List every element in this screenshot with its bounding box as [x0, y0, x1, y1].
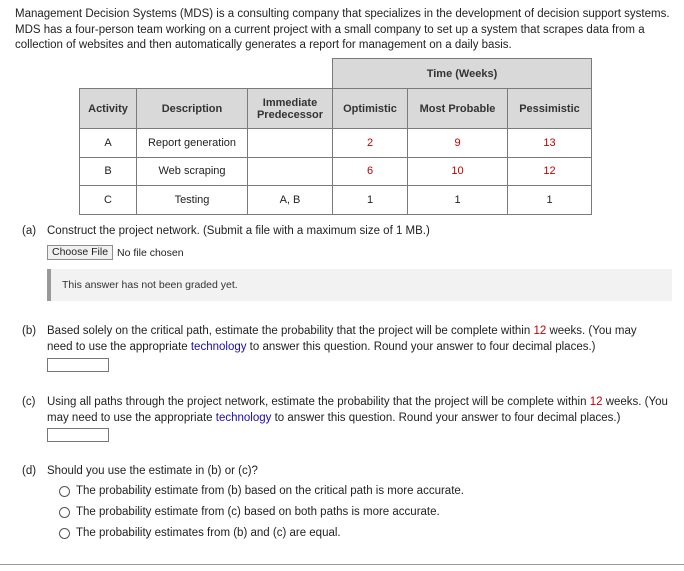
time-weeks-header: Time (Weeks)	[333, 59, 592, 89]
cell-description: Web scraping	[137, 157, 248, 186]
cell-predecessor: A, B	[248, 186, 333, 215]
cell-optimistic: 2	[333, 129, 408, 158]
cell-description: Testing	[137, 186, 248, 215]
table-row	[80, 186, 592, 215]
radio-label: The probability estimate from (c) based on both paths is more accurate.	[76, 506, 440, 518]
cell-pessimistic: 1	[508, 186, 592, 215]
choose-file-button[interactable]: Choose File	[47, 245, 113, 260]
header-activity: Activity	[80, 89, 137, 129]
answer-input-c[interactable]	[47, 428, 109, 442]
answer-input-b[interactable]	[47, 358, 109, 372]
no-file-chosen-text: No file chosen	[117, 246, 184, 259]
cell-description: Report generation	[137, 129, 248, 158]
header-predecessor: Immediate Predecessor	[248, 89, 333, 129]
part-c-text: Using all paths through the project network, estimate the probability that the project will be complete within 12 weeks. (You may need to use the appropriate technology to answer this question. Round your answer to four decimal places.)	[47, 396, 668, 424]
cell-optimistic: 1	[333, 186, 408, 215]
table-row	[80, 157, 592, 186]
file-upload	[47, 245, 184, 260]
part-b-text: Based solely on the critical path, estimate the probability that the project will be complete within 12 weeks. (You may need to use the appropriate technology to answer this question. Round your answer to four decimal places.)	[47, 325, 637, 353]
part-d	[22, 465, 258, 477]
part-c-label: (c)	[22, 396, 36, 408]
activity-table	[79, 58, 592, 215]
cell-most-probable: 10	[408, 157, 508, 186]
part-b	[22, 323, 659, 355]
cell-optimistic: 6	[333, 157, 408, 186]
radio-button[interactable]	[59, 486, 70, 497]
technology-link[interactable]: technology	[215, 412, 272, 424]
part-d-text: Should you use the estimate in (b) or (c)?	[47, 465, 258, 477]
cell-activity: A	[80, 129, 137, 158]
radio-button[interactable]	[59, 507, 70, 518]
weeks-value: 12	[589, 396, 603, 408]
cell-activity: C	[80, 186, 137, 215]
radio-option-c[interactable]	[59, 506, 440, 518]
radio-button[interactable]	[59, 528, 70, 539]
radio-option-b[interactable]	[59, 485, 464, 497]
header-description: Description	[137, 89, 248, 129]
header-most-probable: Most Probable	[408, 89, 508, 129]
part-a-label: (a)	[22, 225, 37, 237]
header-pessimistic: Pessimistic	[508, 89, 592, 129]
cell-pessimistic: 13	[508, 129, 592, 158]
technology-link[interactable]: technology	[190, 341, 247, 353]
part-a-text: Construct the project network. (Submit a file with a maximum size of 1 MB.)	[47, 225, 430, 237]
radio-option-equal[interactable]	[59, 527, 341, 539]
part-c	[22, 394, 677, 426]
cell-activity: B	[80, 157, 137, 186]
cell-predecessor	[248, 129, 333, 158]
problem-intro: Management Decision Systems (MDS) is a consulting company that specializes in the development of decision support systems. MDS has a four-person team working on a current project with a small company to set up a system that scrapes data from a collection of websites and then automatically generates a report for management on a daily basis.	[15, 8, 670, 52]
header-optimistic: Optimistic	[333, 89, 408, 129]
part-a	[22, 225, 430, 237]
part-d-label: (d)	[22, 465, 37, 477]
part-b-label: (b)	[22, 325, 37, 337]
cell-predecessor	[248, 157, 333, 186]
table-row	[80, 129, 592, 158]
radio-label: The probability estimates from (b) and (c) are equal.	[76, 527, 341, 539]
cell-most-probable: 9	[408, 129, 508, 158]
cell-pessimistic: 12	[508, 157, 592, 186]
cell-most-probable: 1	[408, 186, 508, 215]
graded-note: This answer has not been graded yet.	[47, 269, 672, 301]
weeks-value: 12	[533, 325, 547, 337]
radio-label: The probability estimate from (b) based on the critical path is more accurate.	[76, 485, 464, 497]
